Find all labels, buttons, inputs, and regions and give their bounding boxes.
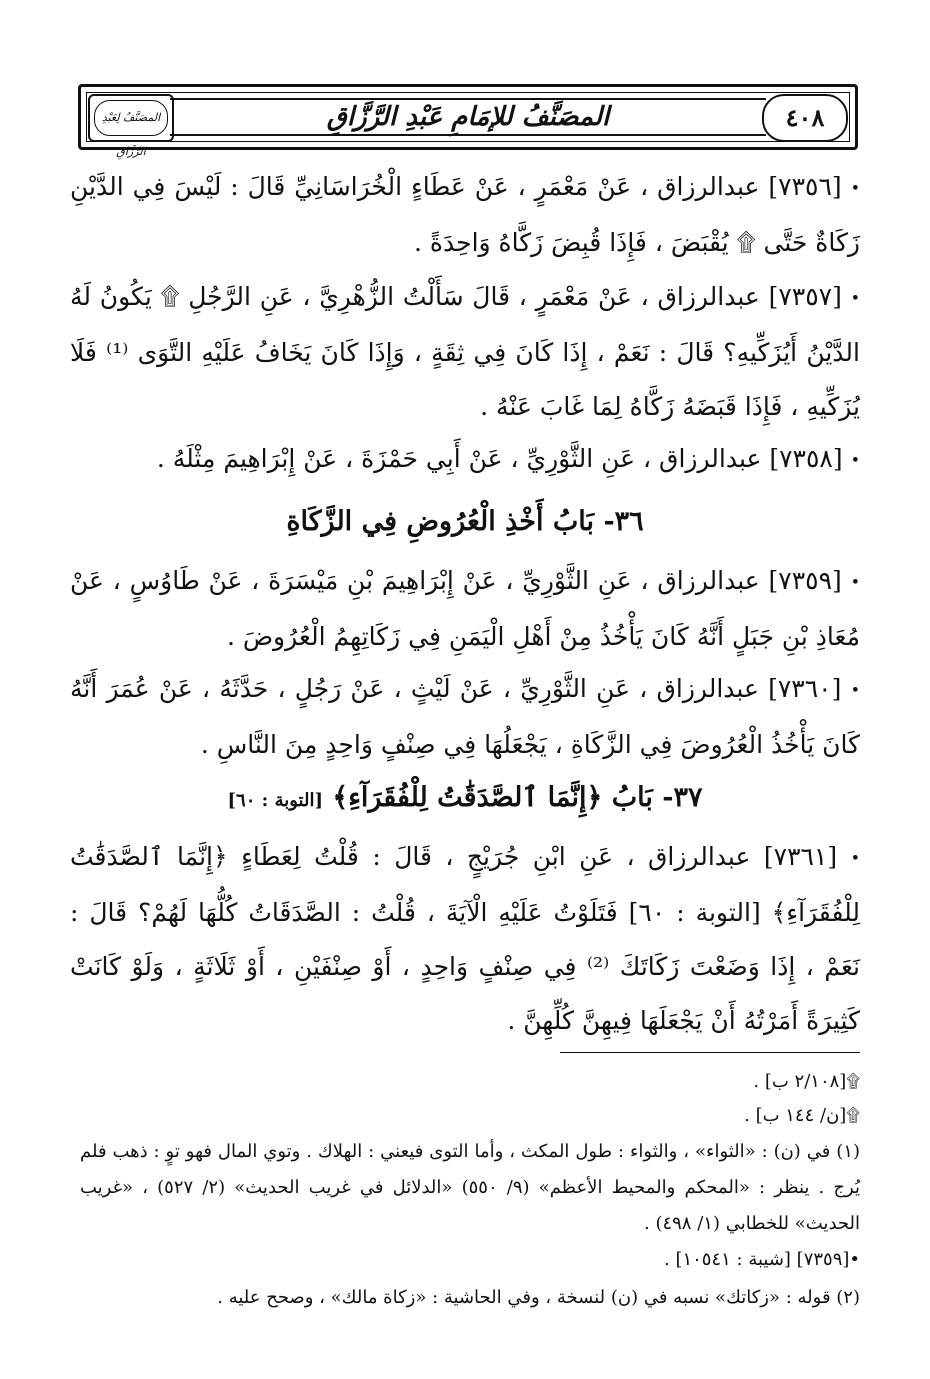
hadith-entry (70, 830, 860, 1048)
page-number: ٤٠٨ (762, 94, 848, 142)
bullet: • (850, 450, 860, 470)
hadith-text: عبدالرزاق ، عَنِ الثَّوْرِيِّ ، عَنْ أَبِي حَمْزَةَ ، عَنْ إِبْرَاهِيمَ مِثْلَهُ . (156, 444, 762, 473)
hadith-text: عبدالرزاق ، عَنِ الثَّوْرِيِّ ، عَنْ إِبْرَاهِيمَ بْنِ مَيْسَرَةَ ، عَنْ طَاوُسٍ ، عَنْ مُعَاذِ بْنِ جَبَلٍ أَنَّهُ كَانَ يَأْخُذُ مِنْ أَهْلِ الْيَمَنِ فِي زَكَاتِهِمُ الْعُرُوضَ . (70, 566, 860, 651)
footnote-folio-2: ۩[ن/ ١٤٤ ب] . (744, 1105, 860, 1126)
chapter-heading-37 (70, 778, 860, 821)
book-title: المصَنَّفُ للإمَامِ عَبْدِ الرَّزَّاقِ (326, 102, 610, 132)
hadith-text: عبدالرزاق ، عَنِ الثَّوْرِيِّ ، عَنْ لَيْثٍ ، عَنْ رَجُلٍ ، حَدَّثَهُ ، عَنْ عُمَرَ أَنَّهُ كَانَ يَأْخُذُ الْعُرُوضَ فِي الزَّكَاةِ ، يَجْعَلُهَا فِي صِنْفٍ وَاحِدٍ مِنَ النَّاسِ . (70, 674, 860, 759)
footnote-divider (560, 1052, 860, 1053)
hadith-number: [٧٣٦٠] (768, 674, 842, 703)
hadith-number: [٧٣٥٨] (769, 444, 843, 473)
hadith-text: عبدالرزاق ، عَنْ مَعْمَرٍ ، قَالَ سَأَلْتُ الزُّهْرِيَّ ، عَنِ الرَّجُلِ ۩ يَكُونُ لَهُ الدَّيْنُ أَيُزَكِّيهِ؟ قَالَ : نَعَمْ ، إِذَا كَانَ فِي ثِقَةٍ ، وَإِذَا كَانَ يَخَافُ عَلَيْهِ التَّوَى ⁽¹⁾ فَلَا يُزَكِّيهِ ، فَإِذَا قَبَضَهُ زَكَّاهُ لِمَا غَابَ عَنْهُ . (70, 282, 860, 421)
hadith-text: عبدالرزاق ، عَنْ مَعْمَرٍ ، عَنْ عَطَاءٍ الْخُرَاسَانِيِّ قَالَ : لَيْسَ فِي الدَّيْنِ زَكَاةٌ حَتَّى ۩ يُقْبَضَ ، فَإِذَا قُبِضَ زَكَّاهُ وَاحِدَةً . (70, 172, 860, 257)
quran-reference: [التوبة : ٦٠] (227, 790, 323, 811)
hadith-entry (70, 270, 860, 434)
chapter-heading-37-title: ٣٧- بَابُ ﴿إِنَّمَا ٱلصَّدَقَٰتُ لِلْفُقَرَآءِ﴾ (332, 782, 703, 813)
hadith-number: [٧٣٥٦] (768, 172, 842, 201)
bullet: • (850, 178, 861, 198)
hadith-entry (70, 662, 860, 772)
ornament-emblem (88, 94, 174, 158)
running-header (78, 84, 858, 158)
ornament-text: المصَنَّفُ لِعَبْدِ الرَّزَّاقِ (94, 100, 168, 136)
bullet: • (850, 680, 861, 700)
hadith-entry (70, 160, 860, 270)
bullet: • (850, 288, 860, 308)
bullet: • (850, 572, 861, 592)
footnote-1: (١) في (ن) : «الثواء» ، والثواء : طول المكث ، وأما التوى فيعني : الهلاك . وتوي المال فهو توٍ : ذهب فلم يُرج . ينظر : «المحكم والمحيط الأعظم» (٩/ ٥٥٠) «الدلائل في غريب الحديث» (٢/ ٥٢٧) ، «غريب الحديث» للخطابي (١/ ٤٩٨) . (80, 1141, 860, 1234)
footnote-source: •[٧٣٥٩] [شيبة : ١٠٥٤١] . (664, 1249, 860, 1270)
hadith-text: عبدالرزاق ، عَنِ ابْنِ جُرَيْجٍ ، قَالَ : قُلْتُ لِعَطَاءٍ ﴿إِنَّمَا ٱلصَّدَقَٰتُ لِلْفُقَرَآءِ﴾ [التوبة : ٦٠] فَتَلَوْتُ عَلَيْهِ الْآيَةَ ، قُلْتُ : الصَّدَقَاتُ كُلُّهَا لَهُمْ؟ قَالَ : نَعَمْ ، إِذَا وَضَعْتَ زَكَاتَكَ ⁽²⁾ فِي صِنْفٍ وَاحِدٍ ، أَوْ صِنْفَيْنِ ، أَوْ ثَلَاثَةٍ ، وَلَوْ كَانَتْ كَثِيرَةً أَمَرْتُهُ أَنْ يَجْعَلَهَا فِيهِنَّ كُلِّهِنَّ . (70, 842, 861, 1035)
footnote-2: (٢) قوله : «زكاتك» نسبه في (ن) لنسخة ، وفي الحاشية : «زكاة مالك» ، وصحح عليه . (217, 1287, 860, 1308)
hadith-number: [٧٣٦١] (763, 842, 838, 871)
footnote-folio-1: ۩[٢/١٠٨ ب] . (753, 1071, 860, 1092)
hadith-number: [٧٣٥٩] (768, 566, 842, 595)
hadith-entry (70, 554, 860, 664)
hadith-entry (70, 432, 860, 488)
hadith-number: [٧٣٥٧] (768, 282, 842, 311)
chapter-heading-36: ٣٦- بَابُ أَخْذِ الْعُرُوضِ فِي الزَّكَاةِ (286, 506, 644, 537)
bullet: • (850, 848, 861, 868)
